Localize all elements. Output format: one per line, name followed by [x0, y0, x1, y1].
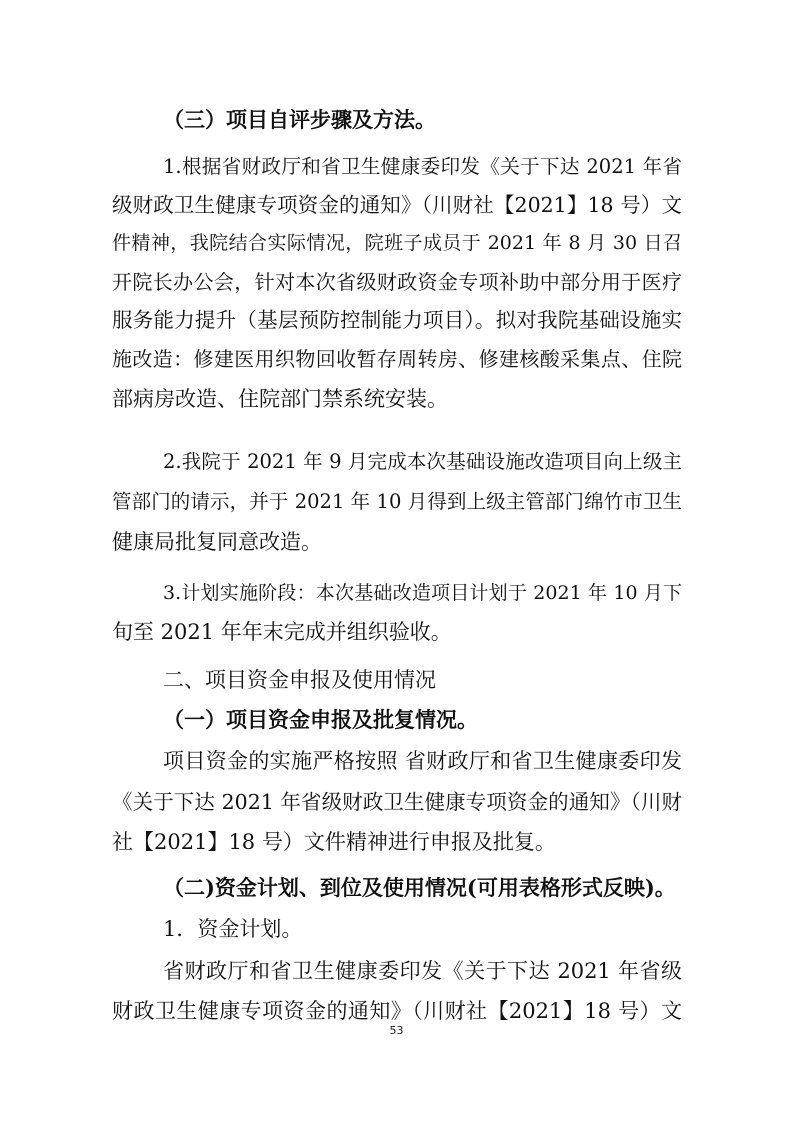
- section-heading-2: 二、项目资金申报及使用情况: [163, 668, 436, 692]
- paragraph-line: 财政卫生健康专项资金的通知》（川财社【2021】18 号）文: [112, 999, 682, 1023]
- subsection-heading-3: （三）项目自评步骤及方法。: [163, 107, 436, 132]
- paragraph-line: 项目资金的实施严格按照 省财政厅和省卫生健康委印发: [163, 749, 682, 773]
- paragraph-line: 社【2021】18 号）文件精神进行申报及批复。: [112, 830, 556, 854]
- paragraph-line: 开院长办公会，针对本次省级财政资金专项补助中部分用于医疗: [112, 270, 682, 294]
- paragraph-line: 管部门的请示，并于 2021 年 10 月得到上级主管部门绵竹市卫生: [112, 490, 682, 513]
- page-number: 53: [389, 1024, 404, 1037]
- list-item-funding-plan: 1．资金计划。: [163, 917, 303, 941]
- paragraph-line: 3.计划实施阶段：本次基础改造项目计划于 2021 年 10 月下: [163, 582, 682, 604]
- paragraph-line: 旬至 2021 年年末完成并组织验收。: [112, 620, 452, 644]
- paragraph-line: 1.根据省财政厅和省卫生健康委印发《关于下达 2021 年省: [163, 155, 682, 178]
- subsection-heading-2: （二)资金计划、到位及使用情况(可用表格形式反映)。: [163, 875, 676, 900]
- paragraph-line: 2.我院于 2021 年 9 月完成本次基础设施改造项目向上级主: [163, 450, 682, 473]
- paragraph-line: 服务能力提升（基层预防控制能力项目）。拟对我院基础设施实: [112, 308, 682, 332]
- subsection-heading-1: （一）项目资金申报及批复情况。: [163, 707, 478, 732]
- paragraph-line: 施改造：修建医用织物回收暂存周转房、修建核酸采集点、住院: [112, 347, 682, 371]
- paragraph-line: 省财政厅和省卫生健康委印发《关于下达 2021 年省级: [163, 959, 682, 983]
- paragraph-line: 健康局批复同意改造。: [112, 530, 322, 554]
- paragraph-line: 《关于下达 2021 年省级财政卫生健康专项资金的通知》（川财: [112, 790, 682, 814]
- paragraph-line: 件精神，我院结合实际情况，院班子成员于 2021 年 8 月 30 日召: [112, 232, 682, 254]
- paragraph-line: 级财政卫生健康专项资金的通知》（川财社【2021】18 号）文: [112, 193, 682, 217]
- paragraph-line: 部病房改造、住院部门禁系统安装。: [112, 387, 448, 411]
